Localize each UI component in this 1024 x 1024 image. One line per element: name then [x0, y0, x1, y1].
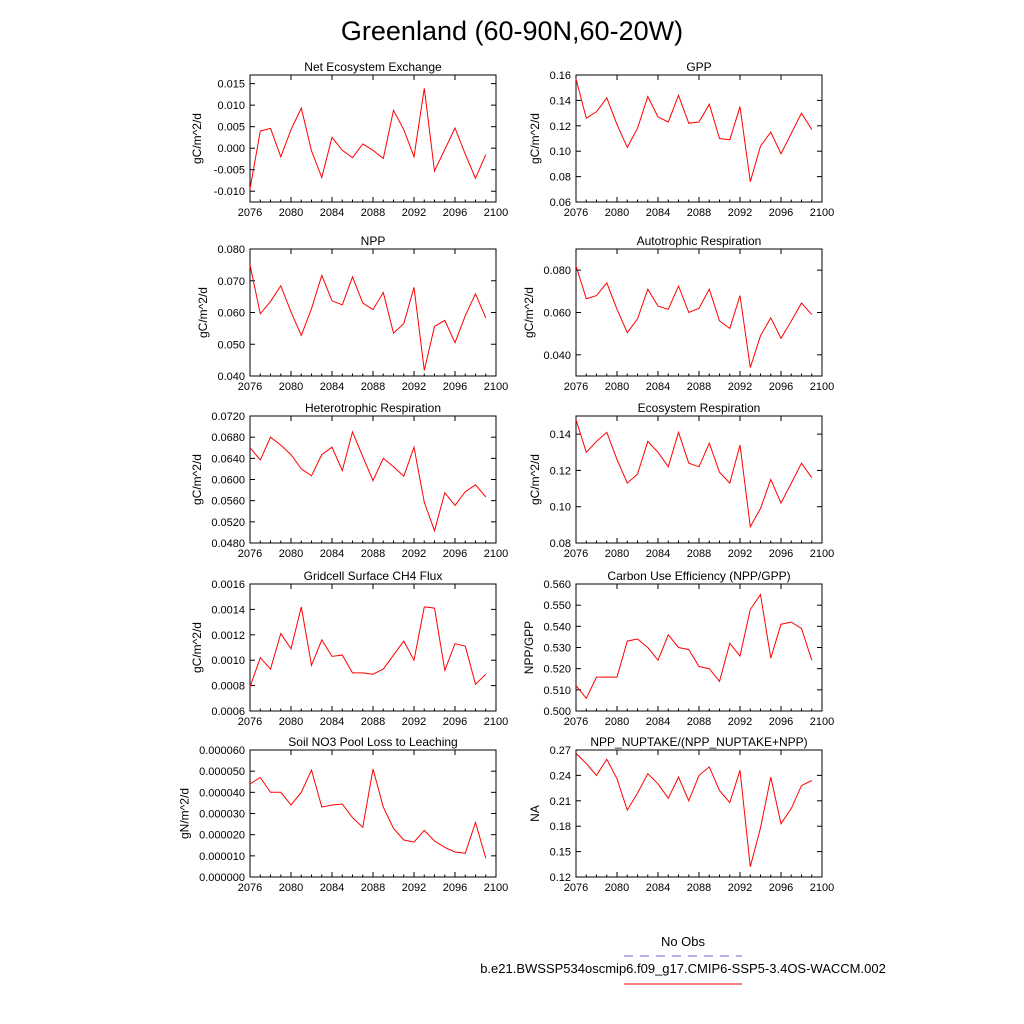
x-tick-label: 2076: [563, 882, 589, 894]
series-line: [576, 753, 812, 866]
y-tick-label: 0.0600: [211, 474, 245, 487]
y-tick-label: 0.0520: [211, 516, 245, 529]
y-tick-label: 0.0720: [211, 411, 245, 423]
x-tick-label: 2096: [768, 548, 794, 560]
y-tick-label: 0.15: [549, 846, 571, 859]
x-tick-label: 2096: [768, 381, 794, 393]
x-tick-label: 2096: [442, 381, 468, 393]
y-axis-label: gC/m^2/d: [522, 287, 536, 338]
x-tick-label: 2080: [278, 548, 304, 560]
legend-case-label: b.e21.BWSSP534oscmip6.f09_g17.CMIP6-SSP5-3.4OS-WACCM.002: [480, 961, 886, 976]
x-tick-label: 2092: [727, 882, 753, 894]
plot-frame: [250, 249, 496, 376]
y-tick-label: 0.14: [549, 429, 571, 442]
y-tick-label: 0.560: [543, 579, 571, 591]
x-tick-label: 2080: [604, 381, 630, 393]
x-tick-label: 2092: [727, 716, 753, 728]
y-axis-label: NA: [528, 805, 543, 822]
x-tick-label: 2096: [442, 882, 468, 894]
y-tick-label: 0.14: [549, 95, 571, 108]
y-tick-label: 0.070: [217, 275, 245, 288]
y-tick-label: 0.0680: [211, 432, 245, 445]
x-tick-label: 2076: [237, 381, 263, 393]
y-axis-label: gC/m^2/d: [528, 454, 543, 505]
series-line: [250, 88, 486, 189]
y-tick-label: 0.0010: [211, 655, 245, 668]
x-tick-label: 2084: [645, 716, 671, 728]
x-tick-label: 2076: [237, 716, 263, 728]
x-tick-label: 2084: [319, 882, 345, 894]
y-tick-label: 0.000020: [199, 829, 245, 842]
panel-title: NPP: [360, 234, 386, 248]
x-tick-label: 2084: [319, 207, 345, 219]
y-tick-label: 0.08: [549, 171, 571, 184]
y-tick-label: 0.000000: [199, 872, 245, 884]
x-tick-label: 2092: [727, 207, 753, 219]
x-tick-label: 2092: [727, 548, 753, 560]
legend-obs-label: No Obs: [660, 934, 706, 949]
x-tick-label: 2100: [483, 716, 509, 728]
panels-grid: [177, 60, 834, 894]
y-tick-label: 0.080: [543, 265, 571, 278]
y-tick-label: 0.0006: [211, 706, 245, 718]
y-tick-label: 0.540: [543, 621, 571, 634]
x-tick-label: 2080: [604, 882, 630, 894]
x-tick-label: 2100: [809, 548, 835, 560]
x-tick-label: 2084: [319, 381, 345, 393]
panel-title: GPP: [686, 60, 712, 74]
y-tick-label: 0.000: [217, 143, 245, 156]
y-tick-label: 0.10: [549, 501, 571, 514]
chart-panel: [528, 401, 834, 560]
y-tick-label: 0.000010: [199, 850, 245, 863]
chart-panel: [522, 569, 834, 728]
x-tick-label: 2092: [401, 716, 427, 728]
x-tick-label: 2100: [483, 882, 509, 894]
x-tick-label: 2080: [604, 548, 630, 560]
y-tick-label: 0.530: [543, 642, 571, 655]
x-tick-label: 2088: [360, 882, 386, 894]
y-tick-label: 0.12: [549, 120, 571, 133]
figure-title: Greenland (60-90N,60-20W): [340, 16, 684, 46]
x-tick-label: 2084: [319, 548, 345, 560]
x-tick-label: 2076: [237, 548, 263, 560]
series-line: [250, 265, 486, 370]
x-tick-label: 2080: [278, 716, 304, 728]
x-tick-label: 2088: [360, 716, 386, 728]
y-tick-label: 0.0008: [211, 680, 245, 693]
panel-title: Carbon Use Efficiency (NPP/GPP): [607, 569, 791, 583]
x-tick-label: 2076: [563, 381, 589, 393]
y-tick-label: 0.10: [549, 146, 571, 159]
x-tick-label: 2084: [645, 548, 671, 560]
chart-panel: [177, 735, 508, 894]
panel-title: Heterotrophic Respiration: [304, 401, 442, 415]
plot-frame: [250, 584, 496, 711]
x-tick-label: 2092: [401, 207, 427, 219]
y-tick-label: 0.0560: [211, 495, 245, 508]
x-tick-label: 2080: [604, 716, 630, 728]
y-tick-label: 0.21: [549, 795, 571, 808]
y-axis-label: gC/m^2/d: [189, 454, 204, 505]
y-tick-label: 0.010: [217, 100, 245, 113]
x-tick-label: 2080: [604, 207, 630, 219]
y-tick-label: 0.000040: [199, 787, 245, 800]
y-tick-label: 0.0640: [211, 453, 245, 466]
series-line: [576, 420, 812, 527]
y-tick-label: 0.060: [217, 307, 245, 320]
y-tick-label: 0.0014: [211, 604, 245, 617]
plot-frame: [576, 75, 822, 202]
chart-panel: [528, 60, 834, 219]
x-tick-label: 2100: [809, 716, 835, 728]
x-tick-label: 2096: [442, 548, 468, 560]
series-line: [250, 769, 486, 858]
x-tick-label: 2076: [563, 207, 589, 219]
x-tick-label: 2088: [360, 381, 386, 393]
y-axis-label: gC/m^2/d: [196, 287, 210, 338]
y-tick-label: 0.040: [217, 371, 245, 383]
x-tick-label: 2092: [401, 381, 427, 393]
y-tick-label: 0.0480: [211, 538, 245, 550]
y-axis-label: gC/m^2/d: [189, 622, 204, 673]
panel-title: Net Ecosystem Exchange: [304, 60, 442, 74]
y-tick-label: 0.24: [549, 770, 571, 783]
panel-title: NPP_NUPTAKE/(NPP_NUPTAKE+NPP): [590, 735, 808, 749]
x-tick-label: 2100: [809, 207, 835, 219]
y-tick-label: 0.550: [543, 600, 571, 613]
x-tick-label: 2076: [563, 548, 589, 560]
series-line: [576, 266, 812, 368]
x-tick-label: 2076: [237, 882, 263, 894]
legend: [480, 934, 886, 984]
panel-title: Soil NO3 Pool Loss to Leaching: [288, 735, 458, 749]
y-tick-label: 0.0012: [211, 629, 245, 642]
y-tick-label: 0.050: [217, 339, 245, 352]
x-tick-label: 2096: [768, 716, 794, 728]
chart-panel: [196, 234, 508, 393]
y-tick-label: 0.16: [549, 70, 571, 82]
chart-panel: [190, 569, 508, 728]
series-line: [576, 79, 812, 182]
x-tick-label: 2088: [686, 548, 712, 560]
panel-title: Ecosystem Respiration: [637, 401, 761, 415]
x-tick-label: 2096: [768, 882, 794, 894]
plot-frame: [576, 584, 822, 711]
x-tick-label: 2100: [809, 882, 835, 894]
x-tick-label: 2088: [686, 381, 712, 393]
series-line: [576, 595, 812, 699]
y-axis-label: gC/m^2/d: [189, 113, 204, 164]
y-tick-label: 0.18: [549, 821, 571, 834]
x-tick-label: 2100: [809, 381, 835, 393]
x-tick-label: 2088: [686, 207, 712, 219]
x-tick-label: 2092: [727, 381, 753, 393]
x-tick-label: 2080: [278, 882, 304, 894]
x-tick-label: 2088: [686, 882, 712, 894]
x-tick-label: 2084: [319, 716, 345, 728]
y-tick-label: 0.27: [549, 745, 571, 757]
chart-panel: [190, 401, 508, 560]
plot-frame: [576, 750, 822, 877]
x-tick-label: 2100: [483, 381, 509, 393]
y-tick-label: 0.520: [543, 663, 571, 676]
x-tick-label: 2088: [686, 716, 712, 728]
y-tick-label: 0.000030: [199, 808, 245, 821]
plot-frame: [576, 416, 822, 543]
x-tick-label: 2080: [278, 381, 304, 393]
x-tick-label: 2092: [401, 882, 427, 894]
x-tick-label: 2080: [278, 207, 304, 219]
y-tick-label: -0.005: [213, 164, 245, 177]
series-line: [250, 432, 486, 531]
y-tick-label: 0.060: [543, 307, 571, 320]
y-tick-label: 0.040: [543, 349, 571, 362]
x-tick-label: 2084: [645, 381, 671, 393]
panel-title: Autotrophic Respiration: [636, 234, 762, 248]
series-line: [250, 607, 486, 687]
y-axis-label: NPP/GPP: [522, 620, 536, 675]
x-tick-label: 2096: [442, 207, 468, 219]
y-tick-label: 0.080: [217, 244, 245, 256]
x-tick-label: 2096: [768, 207, 794, 219]
chart-panel: [190, 60, 508, 219]
x-tick-label: 2084: [645, 882, 671, 894]
y-axis-label: gC/m^2/d: [528, 113, 543, 164]
chart-panel: [522, 234, 834, 393]
y-tick-label: 0.000050: [199, 766, 245, 779]
x-tick-label: 2076: [237, 207, 263, 219]
x-tick-label: 2100: [483, 548, 509, 560]
y-tick-label: 0.08: [549, 538, 571, 550]
x-tick-label: 2084: [645, 207, 671, 219]
y-tick-label: -0.010: [213, 186, 245, 199]
y-tick-label: 0.06: [549, 197, 571, 209]
panel-title: Gridcell Surface CH4 Flux: [303, 569, 443, 583]
plot-frame: [576, 249, 822, 376]
y-tick-label: 0.12: [549, 872, 571, 884]
y-tick-label: 0.500: [543, 706, 571, 718]
chart-panel: [528, 735, 834, 894]
y-tick-label: 0.510: [543, 684, 571, 697]
x-tick-label: 2096: [442, 716, 468, 728]
y-tick-label: 0.12: [549, 465, 571, 478]
y-tick-label: 0.005: [217, 121, 245, 134]
x-tick-label: 2076: [563, 716, 589, 728]
y-tick-label: 0.0016: [211, 579, 245, 591]
y-tick-label: 0.015: [217, 78, 245, 91]
x-tick-label: 2088: [360, 207, 386, 219]
y-axis-label: gN/m^2/d: [177, 788, 192, 839]
x-tick-label: 2100: [483, 207, 509, 219]
y-tick-label: 0.000060: [199, 745, 245, 757]
x-tick-label: 2088: [360, 548, 386, 560]
x-tick-label: 2092: [401, 548, 427, 560]
